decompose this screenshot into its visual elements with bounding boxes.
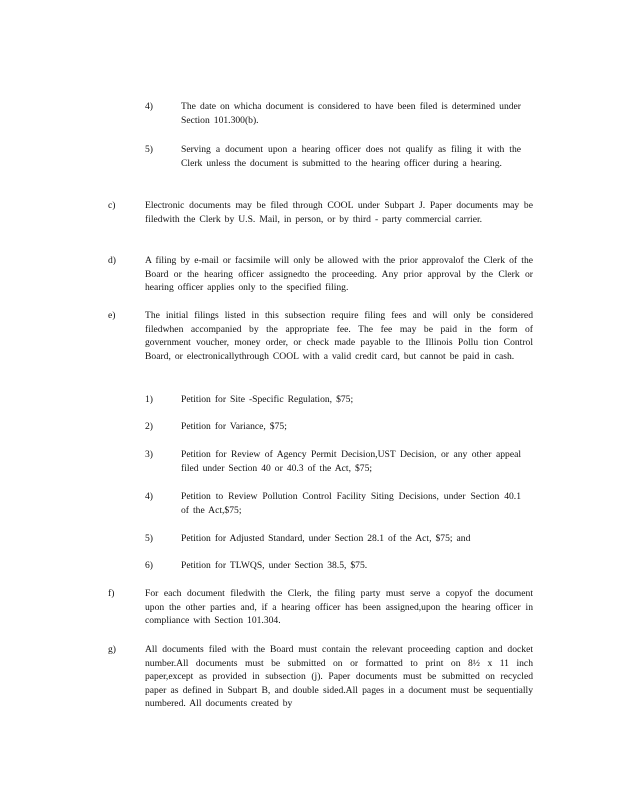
- item-text: Petition for Adjusted Standard, under Section 28.1 of the Act, $75; and: [181, 533, 471, 544]
- item-text: Petition for TLWQS, under Section 38.5, $75.: [181, 560, 368, 571]
- item-label: 1): [145, 394, 153, 405]
- item-label: 2): [145, 421, 153, 432]
- item-text: Petition for Review of Agency Permit Decision,UST Decision, or any other appeal filed under Section 40 or 40.3 of the Act, $75;: [181, 449, 521, 474]
- subsection-label: g): [108, 644, 116, 655]
- subsection-label: c): [108, 200, 116, 211]
- subsection-text: Electronic documents may be filed through COOL under Subpart J. Paper documents may be filedwith the Clerk by U.S. Mail, in person, or by third - party commercial carrier.: [145, 200, 533, 225]
- item-text: Petition to Review Pollution Control Facility Siting Decisions, under Section 40.1 of the Act,$75;: [181, 491, 521, 516]
- item-label: 5): [145, 533, 153, 544]
- item-label: 4): [145, 491, 153, 502]
- item-text: Petition for Variance, $75;: [181, 421, 287, 432]
- item-label: 4): [145, 101, 153, 112]
- item-label: 6): [145, 560, 153, 571]
- subsection-text: The initial filings listed in this subsection require filing fees and will only be considered filedwhen accompanied by the appropriate fee. The fee may be paid in the form of government voucher, money order, or check made payable to the Illinois Pollu tion Control Board, or electronicallythrough COOL with a valid credit card, but cannot be paid in cash.: [145, 310, 533, 362]
- subsection-label: e): [108, 310, 116, 321]
- subsection-text: For each document filedwith the Clerk, the filing party must serve a copyof the document upon the other parties and, if a hearing officer has been assigned,upon the hearing officer in compliance with Section 101.304.: [145, 588, 533, 627]
- item-label: 5): [145, 144, 153, 155]
- item-text: Petition for Site -Specific Regulation, $75;: [181, 394, 354, 405]
- subsection-label: f): [108, 588, 115, 599]
- subsection-label: d): [108, 255, 116, 266]
- subsection-text: All documents filed with the Board must contain the relevant proceeding caption and docket number.All documents must be submitted on or formatted to print on 8½ x 11 inch paper,except as provided in subsection (j). Paper documents must be submitted on recycled paper as defined in Subpart B, and double sided.All pages in a document must be sequentially numbered. All documents created by: [145, 644, 533, 710]
- subsection-text: A filing by e-mail or facsimile will only be allowed with the prior approvalof the Clerk of the Board or the hearing officer assignedto the proceeding. Any prior approval by the Clerk or hearing officer applies only to the specified filing.: [145, 255, 533, 294]
- item-label: 3): [145, 449, 153, 460]
- item-text: The date on whicha document is considered to have been filed is determined under Section 101.300(b).: [181, 101, 521, 126]
- item-text: Serving a document upon a hearing officer does not qualify as filing it with the Clerk unless the document is submitted to the hearing officer during a hearing.: [181, 144, 521, 169]
